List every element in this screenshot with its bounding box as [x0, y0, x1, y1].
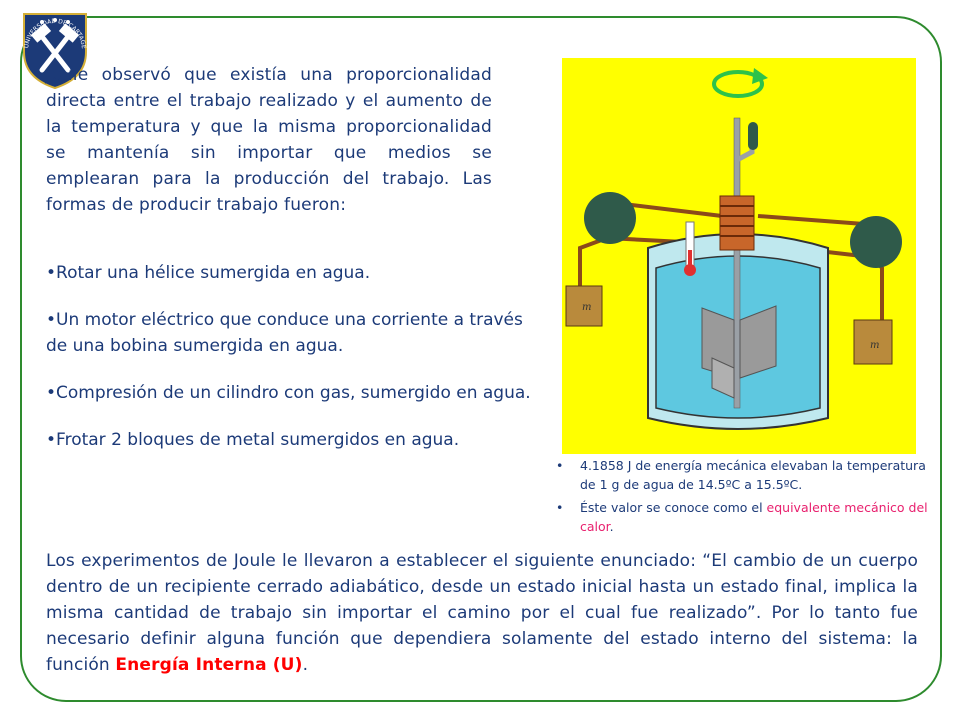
conclusion-paragraph: Los experimentos de Joule le llevaron a establecer el siguiente enunciado: “El cambio de un cuerpo dentro de un recipiente cerrado adiabático, desde un estado inicial hasta un estado final, implica la misma cantidad de trabajo sin importar el camino por el cual fue realizado”. Por lo tanto fue necesario definir alguna función que dependiera solamente del estado interno del sistema: la función Energía Interna (U).	[46, 551, 918, 675]
logo-text: UNIVERSIDAD DE CARTAGE	[23, 17, 88, 50]
internal-energy-highlight: Energía Interna (U)	[115, 655, 303, 675]
joule-apparatus-figure	[562, 58, 916, 454]
list-item: • Un motor eléctrico que conduce una corriente a través de una bobina sumergida en agua.	[46, 307, 536, 359]
equivalent-highlight: equivalente mecánico del calor	[580, 500, 928, 534]
spool	[720, 196, 754, 250]
pulley-left	[584, 192, 636, 244]
thermometer	[684, 264, 696, 276]
notes-list	[556, 456, 936, 540]
pulley-right	[850, 216, 902, 268]
mass-left-label: m	[582, 302, 592, 313]
intro-paragraph: Joule observó que existía una proporcionalidad directa entre el trabajo realizado y el aumento de la temperatura y que la misma proporcionalidad se mantenía sin importar que medios se emplearan para la producción del trabajo. Las formas de producir trabajo fueron:	[46, 65, 492, 215]
rotation-arrow-icon	[714, 68, 768, 96]
work-forms-list	[46, 260, 536, 474]
crank-handle	[748, 122, 758, 150]
rope-left	[580, 238, 607, 286]
mass-right-label: m	[870, 340, 880, 351]
list-item: • Rotar una hélice sumergida en agua.	[46, 260, 536, 286]
list-item: • Frotar 2 bloques de metal sumergidos en agua.	[46, 427, 536, 453]
note-energy: • 4.1858 J de energía mecánica elevaban la temperatura de 1 g de agua de 14.5ºC a 15.5ºC.	[556, 456, 936, 494]
note-equivalent: • Éste valor se conoce como el equivalente mecánico del calor.	[556, 498, 936, 536]
list-item: • Compresión de un cilindro con gas, sumergido en agua.	[46, 380, 536, 406]
